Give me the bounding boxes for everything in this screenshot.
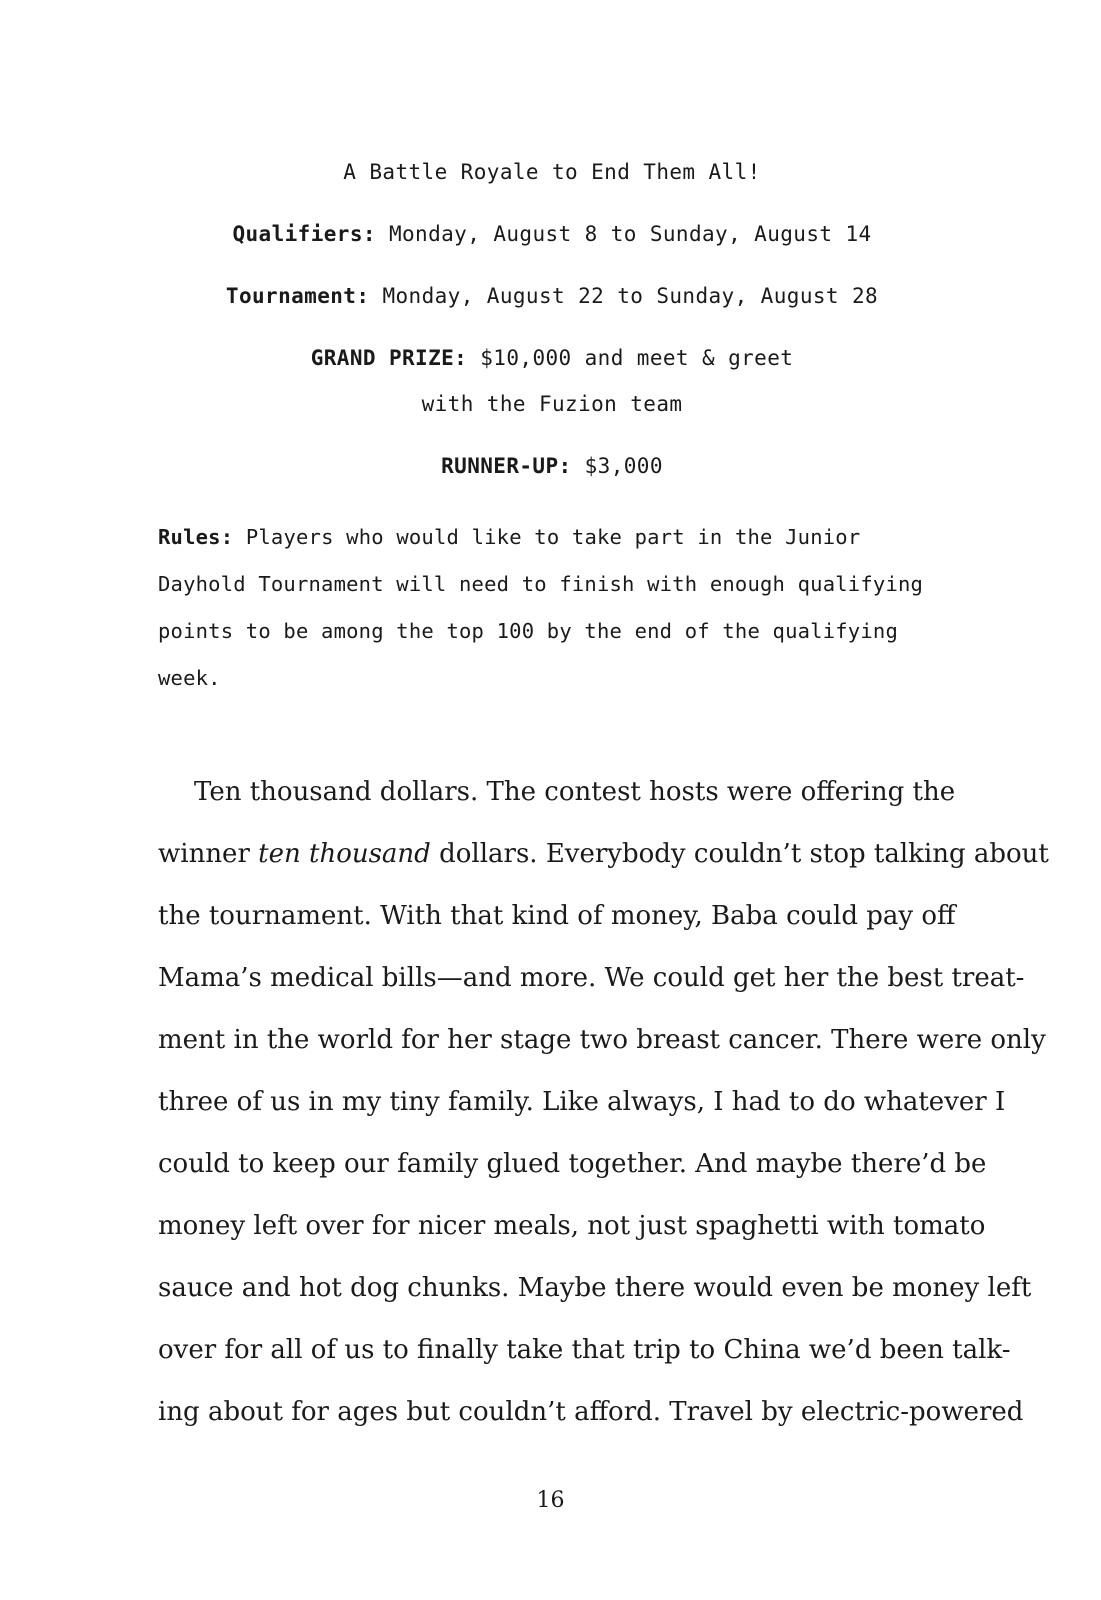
runner-up-label: RUNNER-UP: <box>441 454 572 478</box>
prose-line: the tournament. With that kind of money, Baba could pay off <box>158 901 956 931</box>
prose-line: over for all of us to finally take that trip to China we’d been talk- <box>158 1335 1011 1365</box>
runner-up-line <box>158 444 946 506</box>
prose-line: Ten thousand dollars. The contest hosts were offering the <box>194 777 956 807</box>
runner-up-value: $3,000 <box>584 454 663 478</box>
prose-line: sauce and hot dog chunks. Maybe there would even be money left <box>158 1273 1032 1303</box>
page-number: 16 <box>536 1488 565 1513</box>
headline-text: A Battle Royale to End Them All! <box>343 160 761 184</box>
grand-prize-line-2 <box>158 382 946 444</box>
story-text <box>158 761 1049 1443</box>
prose-line: three of us in my tiny family. Like always, I had to do whatever I <box>158 1087 1006 1117</box>
prose-word: winner <box>158 839 250 869</box>
notice-headline <box>158 150 946 212</box>
tournament-notice <box>158 150 946 702</box>
grand-prize-value: $10,000 and meet & greet <box>480 346 794 370</box>
rules-text: Players who would like to take part in the Junior Dayhold Tournament will need to finish with enough qualifying points to be among the top 100 by the end of the qualifying week. <box>158 525 924 690</box>
qualifiers-value: Monday, August 8 to Sunday, August 14 <box>388 222 872 246</box>
prose-line: money left over for nicer meals, not just spaghetti with tomato <box>158 1211 986 1241</box>
prose-line <box>158 823 1049 885</box>
prose-line-rest: dollars. Everybody couldn’t stop talking about <box>439 839 1049 869</box>
tournament-value: Monday, August 22 to Sunday, August 28 <box>382 284 879 308</box>
qualifiers-line <box>158 212 946 274</box>
prose-line: ment in the world for her stage two breast cancer. There were only <box>158 1025 1046 1055</box>
prose-line: ing about for ages but couldn’t afford. Travel by electric-powered <box>158 1397 1024 1427</box>
grand-prize-value-continued: with the Fuzion team <box>421 392 683 416</box>
prose-line: could to keep our family glued together. And maybe there’d be <box>158 1149 987 1179</box>
grand-prize-label: GRAND PRIZE: <box>310 346 468 370</box>
rules-paragraph <box>158 514 946 702</box>
grand-prize-line <box>158 336 946 382</box>
qualifiers-label: Qualifiers: <box>232 222 376 246</box>
rules-label: Rules: <box>158 525 234 549</box>
tournament-line <box>158 274 946 336</box>
prose-italic: ten thousand <box>258 839 431 869</box>
prose-line: Mama’s medical bills—and more. We could get her the best treat- <box>158 963 1025 993</box>
tournament-label: Tournament: <box>225 284 370 308</box>
